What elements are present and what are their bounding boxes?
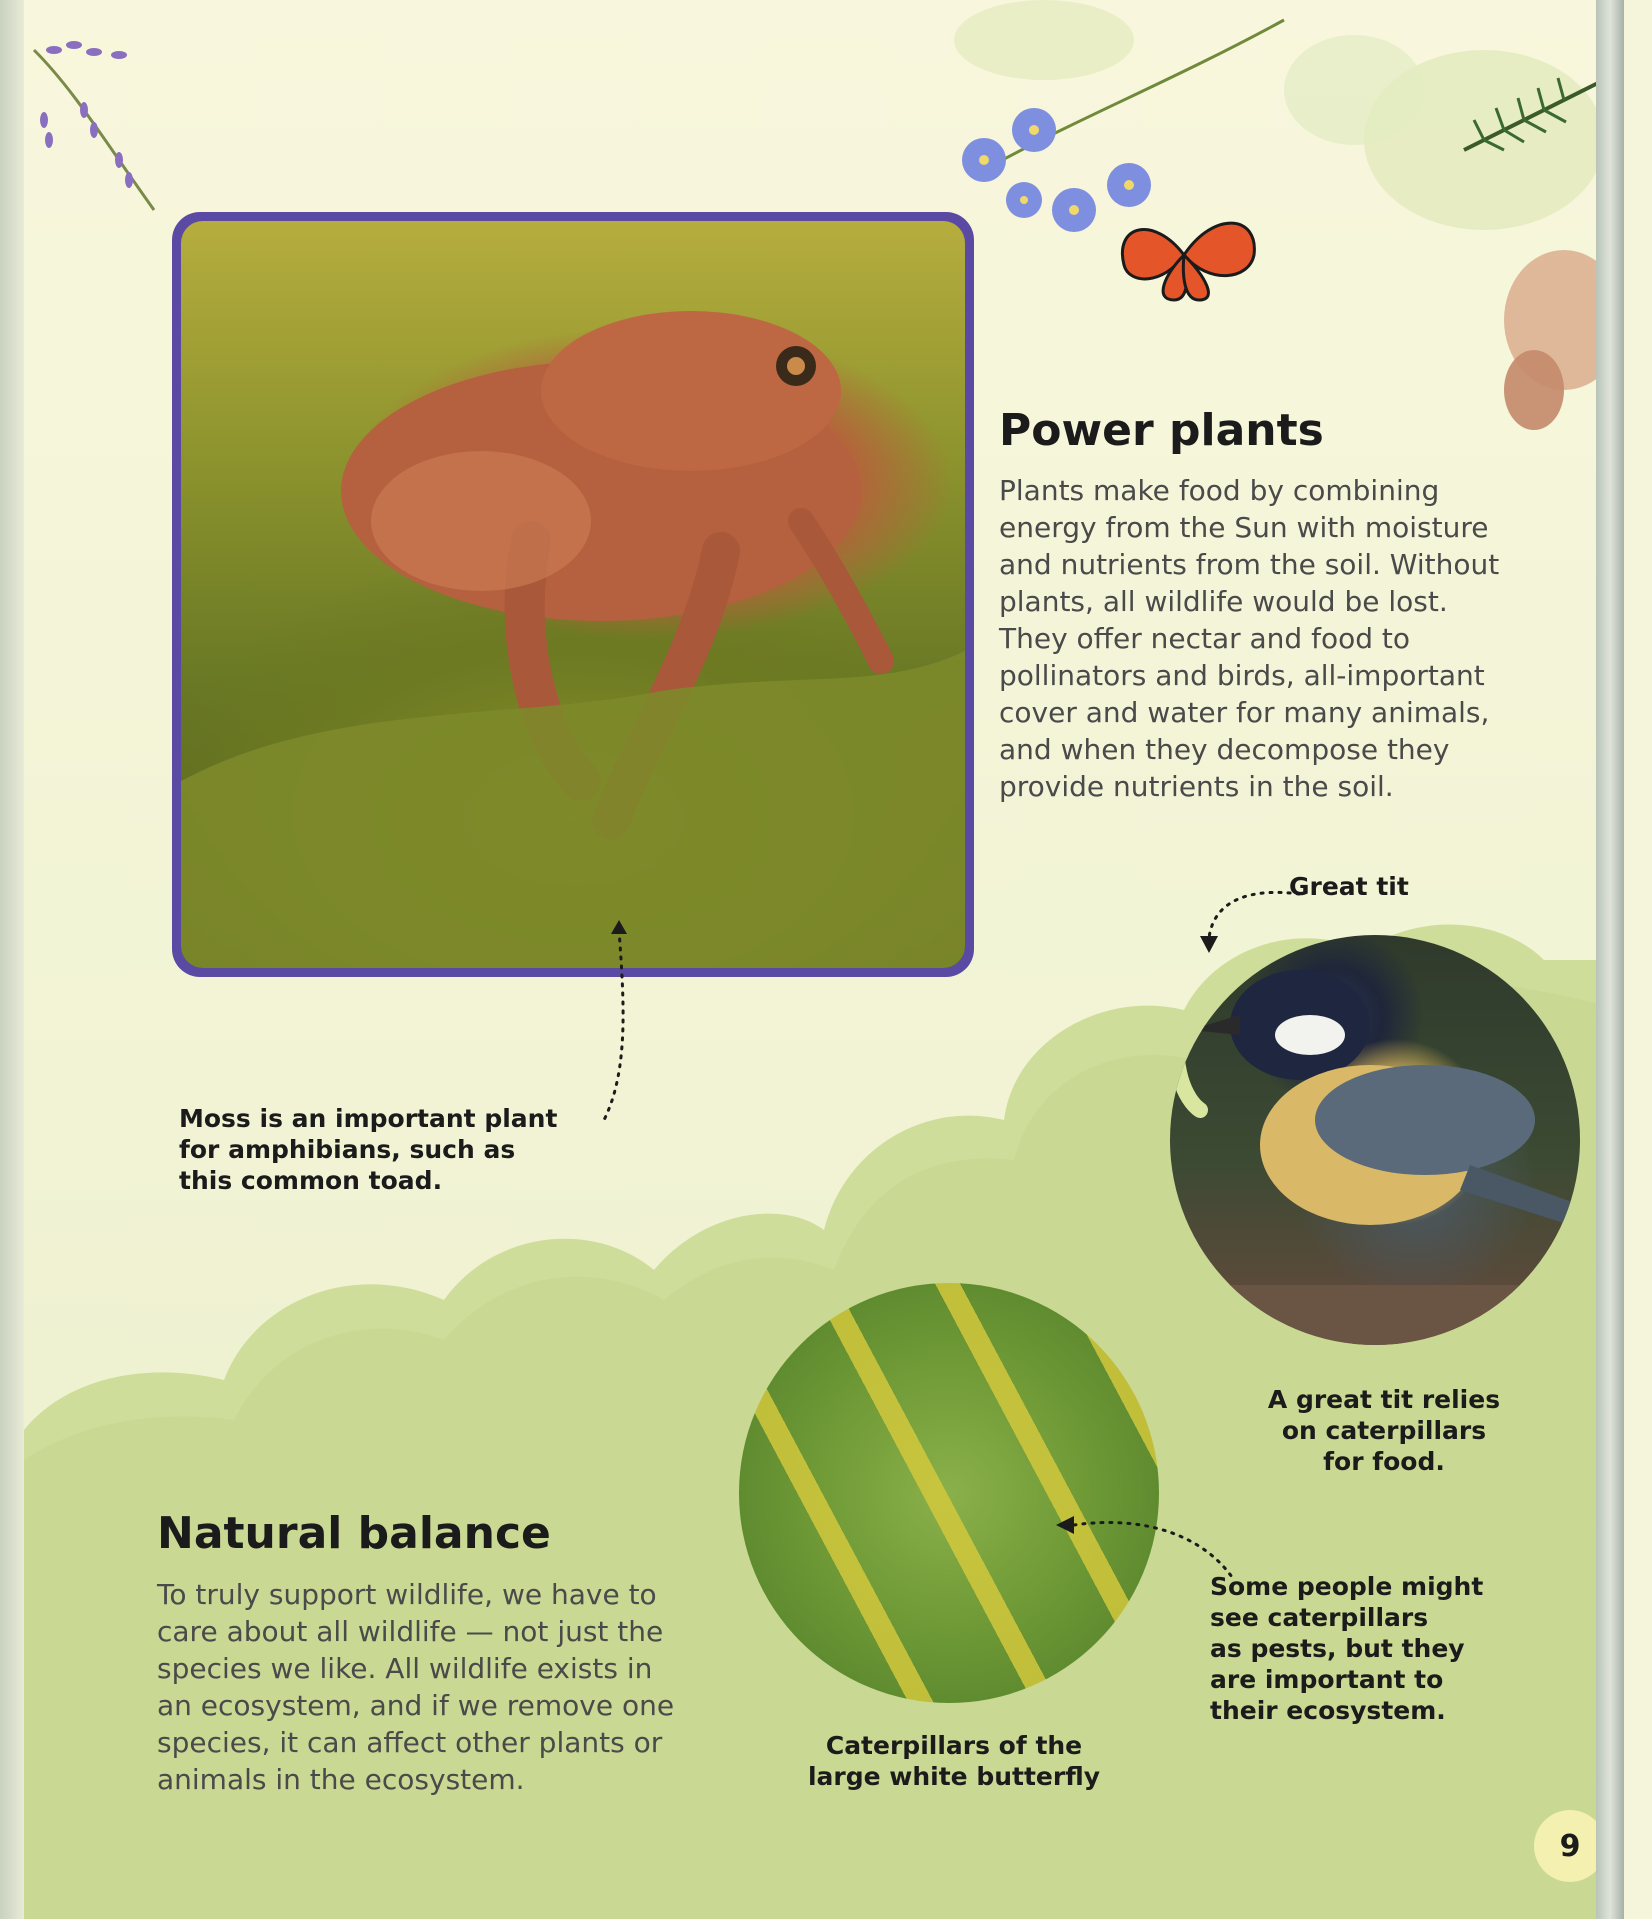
- toad-caption: Moss is an important plant for amphibians, such as this common toad.: [179, 1104, 558, 1195]
- left-page-edge: [0, 0, 24, 1919]
- lavender-sprig-icon: [24, 30, 174, 220]
- toad-photo-frame: [172, 212, 974, 977]
- page-number: 9: [1559, 1828, 1581, 1864]
- great-tit-label: Great tit: [1289, 872, 1409, 901]
- pests-caption: Some people might see caterpillars as pests, but they are important to their ecosystem.: [1210, 1572, 1484, 1725]
- book-page: [24, 0, 1624, 1919]
- caterpillar-caption: Caterpillars of the large white butterfly: [807, 1731, 1101, 1791]
- caterpillars-photo: [739, 1283, 1159, 1703]
- monarch-butterfly-icon: [1122, 223, 1254, 300]
- forget-me-not-flowers-icon: [924, 0, 1624, 440]
- great-tit-caption: A great tit relies on caterpillars for food.: [1267, 1385, 1501, 1476]
- natural-balance-body: To truly support wildlife, we have to care about all wildlife — not just the species we like. All wildlife exists in an ecosystem, and if we remove one species, it can affect other plants or animals in the ecosystem.: [157, 1578, 675, 1796]
- great-tit-illustration: [1170, 935, 1580, 1345]
- power-plants-body: Plants make food by combining energy from the Sun with moisture and nutrients from the soil. Without plants, all wildlife would be lost. They offer nectar and food to pollinators and birds, all-important cover and water for many animals, and when they decompose they provide nutrients in the soil.: [999, 474, 1500, 803]
- great-tit-photo: [1170, 935, 1580, 1345]
- book-spine-edge: [1596, 0, 1624, 1919]
- toad-illustration: [181, 221, 965, 968]
- common-toad-on-moss-photo: [181, 221, 965, 968]
- power-plants-heading: Power plants: [999, 405, 1324, 456]
- great-tit-pointer-dotted-arrow: [1194, 878, 1304, 958]
- natural-balance-heading: Natural balance: [157, 1508, 551, 1559]
